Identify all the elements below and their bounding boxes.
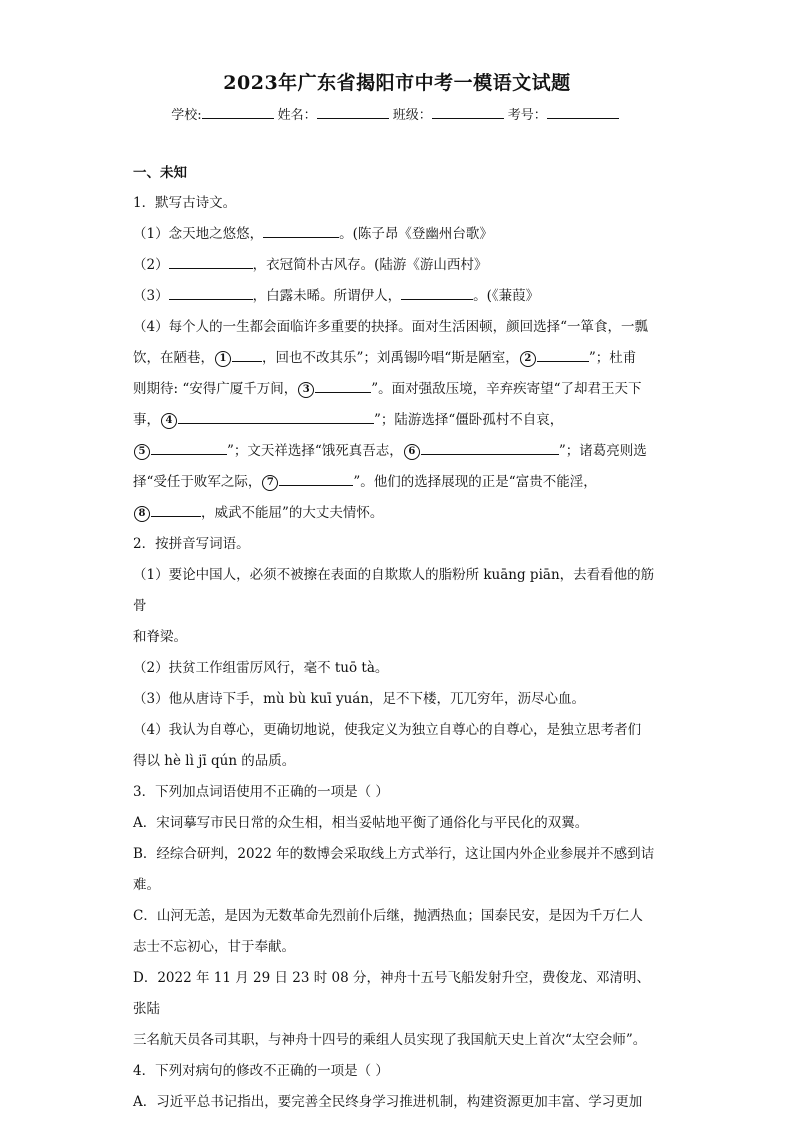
answer-blank[interactable] bbox=[151, 502, 201, 517]
question-2-item-1-line-2: 和脊梁。 bbox=[133, 629, 187, 645]
text: ”；诸葛亮则选 bbox=[558, 443, 647, 459]
question-1-item-4-line-1: （4）每个人的一生都会面临许多重要的抉择。面对生活困顿，颜回选择“一箪食，一瓢 bbox=[133, 319, 648, 335]
class-blank[interactable] bbox=[432, 106, 504, 119]
question-1-item-4-line-7 bbox=[133, 498, 660, 529]
question-1-item-1 bbox=[133, 219, 660, 250]
answer-blank[interactable] bbox=[151, 440, 227, 455]
circled-number: 4 bbox=[161, 413, 177, 429]
question-3-option-a: A．宋词摹写市民日常的众生相，相当妥帖地平衡了通俗化与平民化的双翼。 bbox=[133, 815, 589, 831]
question-1-item-4-line-2 bbox=[133, 343, 660, 374]
circled-number: 3 bbox=[298, 382, 314, 398]
circled-number: 6 bbox=[404, 444, 420, 460]
answer-blank[interactable] bbox=[421, 440, 559, 455]
question-3-stem: 3．下列加点词语使用不正确的一项是（ ） bbox=[133, 784, 389, 800]
text: 。(陈子昂《登幽州台歌》 bbox=[339, 226, 493, 242]
question-3-option-d-line-1: D．2022 年 11 月 29 日 23 时 08 分，神舟十五号飞船发射升空，费俊龙、邓清明、张陆 bbox=[133, 970, 651, 1017]
question-1-item-4-line-3 bbox=[133, 374, 660, 405]
answer-blank[interactable] bbox=[279, 471, 353, 486]
class-label: 班级： bbox=[392, 108, 432, 123]
question-1-item-4-line-6 bbox=[133, 467, 660, 498]
answer-blank[interactable] bbox=[169, 285, 253, 300]
exam-title: 2023年广东省揭阳市中考一模语文试题 bbox=[223, 72, 571, 94]
question-4-option-a-line-1: A．习近平总书记指出，要完善全民终身学习推进机制，构建资源更加丰富、学习更加 bbox=[133, 1094, 643, 1110]
question-1-item-3 bbox=[133, 281, 660, 312]
question-2-item-4-line-1: （4）我认为自尊心，更确切地说，使我定义为独立自尊心的自尊心，是独立思考者们 bbox=[133, 722, 642, 738]
school-blank[interactable] bbox=[202, 106, 274, 119]
exam-content bbox=[133, 160, 660, 1118]
answer-blank[interactable] bbox=[169, 254, 253, 269]
text: ，威武不能屈”的大丈夫情怀。 bbox=[201, 505, 384, 521]
question-3-option-c-line-2: 志士不忘初心，甘于奉献。 bbox=[133, 939, 295, 955]
text: ”；杜甫 bbox=[588, 350, 637, 366]
question-3-option-d-line-2: 三名航天员各司其职，与神舟十四号的乘组人员实现了我国航天史上首次“太空会师”。 bbox=[133, 1032, 647, 1048]
question-4-stem: 4．下列对病句的修改不正确的一项是（ ） bbox=[133, 1063, 389, 1079]
question-2-stem: 2．按拼音写词语。 bbox=[133, 536, 250, 552]
circled-number: 5 bbox=[134, 444, 150, 460]
text: ”。他们的选择展现的正是“富贵不能淫， bbox=[353, 474, 597, 490]
text: 事， bbox=[133, 412, 160, 428]
question-1-item-4-line-4 bbox=[133, 405, 660, 436]
text: （1）念天地之悠悠， bbox=[133, 226, 264, 242]
text: 饮，在陋巷， bbox=[133, 350, 214, 366]
question-1-item-4-line-5 bbox=[133, 436, 660, 467]
section-heading: 一、未知 bbox=[133, 165, 187, 181]
text: ，衣冠简朴古风存。(陆游《游山西村》 bbox=[252, 257, 488, 273]
question-2-item-2: （2）扶贫工作组雷厉风行，毫不 tuō tà。 bbox=[133, 660, 389, 676]
name-label: 姓名： bbox=[277, 108, 317, 123]
text: ”；文天祥选择“饿死真吾志， bbox=[227, 443, 403, 459]
student-info-line bbox=[0, 104, 794, 123]
text: 。(《蒹葭》 bbox=[473, 288, 540, 304]
text: ，回也不改其乐”；刘禹锡吟唱“斯是陋室， bbox=[262, 350, 519, 366]
text: （3） bbox=[133, 288, 169, 304]
question-2-item-4-line-2: 得以 hè lì jī qún 的品质。 bbox=[133, 753, 296, 769]
circled-number: 8 bbox=[134, 506, 150, 522]
text: 择“受任于败军之际， bbox=[133, 474, 262, 490]
question-2-item-3: （3）他从唐诗下手，mù bù kuī yuán，足不下楼，兀兀穷年，沥尽心血。 bbox=[133, 691, 586, 707]
answer-blank[interactable] bbox=[178, 409, 374, 424]
text: ”。面对强敌压境，辛弃疾寄望“了却君王天下 bbox=[371, 381, 642, 397]
text: 则期待: “安得广厦千万间， bbox=[133, 381, 298, 397]
circled-number: 1 bbox=[215, 351, 231, 367]
circled-number: 7 bbox=[262, 475, 278, 491]
question-1-stem: 1．默写古诗文。 bbox=[133, 195, 237, 211]
answer-blank[interactable] bbox=[401, 285, 473, 300]
text: （2） bbox=[133, 257, 169, 273]
answer-blank[interactable] bbox=[263, 223, 339, 238]
text: ，白露未晞。所谓伊人， bbox=[252, 288, 402, 304]
exam-number-blank[interactable] bbox=[547, 106, 619, 119]
answer-blank[interactable] bbox=[537, 347, 589, 362]
answer-blank[interactable] bbox=[315, 378, 371, 393]
question-3-option-b-line-2: 难。 bbox=[133, 877, 160, 893]
name-blank[interactable] bbox=[317, 106, 389, 119]
circled-number: 2 bbox=[520, 351, 536, 367]
text: ”；陆游选择“僵卧孤村不自哀， bbox=[374, 412, 564, 428]
question-3-option-c-line-1: C．山河无恙，是因为无数革命先烈前仆后继，抛洒热血；国泰民安，是因为千万仁人 bbox=[133, 908, 643, 924]
school-label: 学校: bbox=[171, 108, 202, 123]
answer-blank[interactable] bbox=[232, 347, 262, 362]
question-2-item-1-line-1: （1）要论中国人，必须不被擦在表面的自欺欺人的脂粉所 kuāng piān，去看看他的筋骨 bbox=[133, 567, 655, 614]
question-3-option-b-line-1: B．经综合研判，2022 年的数博会采取线上方式举行，这让国内外企业参展并不感到诘 bbox=[133, 846, 655, 862]
question-1-item-2 bbox=[133, 250, 660, 281]
exam-number-label: 考号： bbox=[507, 108, 547, 123]
